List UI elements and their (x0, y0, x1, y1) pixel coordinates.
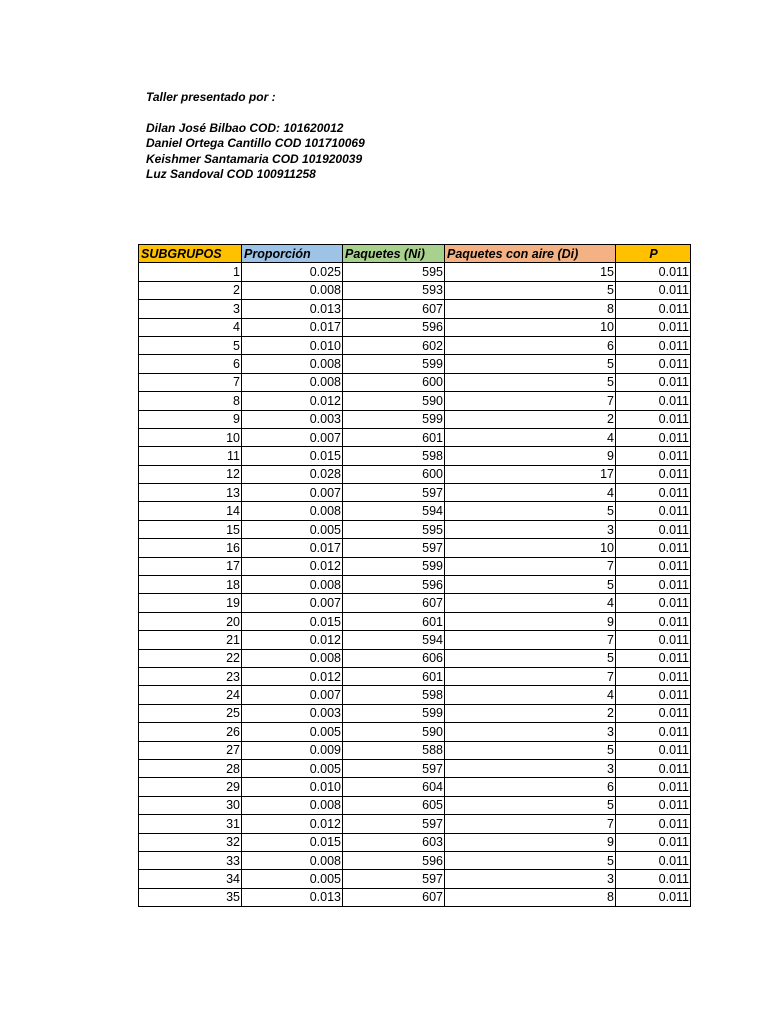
cell-paquetes-di: 7 (445, 631, 616, 649)
cell-p: 0.011 (616, 704, 691, 722)
cell-subgrupo: 18 (139, 576, 242, 594)
cell-subgrupo: 34 (139, 870, 242, 888)
cell-paquetes-di: 3 (445, 870, 616, 888)
cell-paquetes-di: 4 (445, 686, 616, 704)
cell-paquetes-di: 9 (445, 833, 616, 851)
cell-paquetes-di: 5 (445, 796, 616, 814)
cell-subgrupo: 29 (139, 778, 242, 796)
table-row (139, 465, 691, 483)
cell-p: 0.011 (616, 833, 691, 851)
cell-paquetes-ni: 603 (343, 833, 445, 851)
cell-paquetes-ni: 593 (343, 281, 445, 299)
cell-proporcion: 0.005 (242, 723, 343, 741)
cell-paquetes-ni: 600 (343, 465, 445, 483)
cell-paquetes-ni: 605 (343, 796, 445, 814)
cell-p: 0.011 (616, 318, 691, 336)
document-header (146, 90, 365, 183)
cell-proporcion: 0.005 (242, 870, 343, 888)
cell-p: 0.011 (616, 631, 691, 649)
cell-paquetes-di: 5 (445, 576, 616, 594)
cell-proporcion: 0.007 (242, 428, 343, 446)
table-row (139, 300, 691, 318)
cell-p: 0.011 (616, 502, 691, 520)
cell-paquetes-di: 5 (445, 851, 616, 869)
cell-proporcion: 0.015 (242, 833, 343, 851)
cell-proporcion: 0.010 (242, 336, 343, 354)
cell-p: 0.011 (616, 796, 691, 814)
cell-proporcion: 0.003 (242, 704, 343, 722)
table-row (139, 594, 691, 612)
column-header-subgrupos: SUBGRUPOS (139, 245, 242, 263)
cell-proporcion: 0.005 (242, 520, 343, 538)
cell-proporcion: 0.012 (242, 667, 343, 685)
cell-paquetes-di: 7 (445, 815, 616, 833)
table-row (139, 373, 691, 391)
cell-subgrupo: 26 (139, 723, 242, 741)
table-row (139, 520, 691, 538)
cell-subgrupo: 32 (139, 833, 242, 851)
cell-p: 0.011 (616, 723, 691, 741)
cell-subgrupo: 14 (139, 502, 242, 520)
cell-paquetes-di: 7 (445, 392, 616, 410)
cell-paquetes-di: 5 (445, 281, 616, 299)
data-table (138, 244, 691, 907)
cell-p: 0.011 (616, 484, 691, 502)
cell-subgrupo: 22 (139, 649, 242, 667)
cell-proporcion: 0.007 (242, 686, 343, 704)
cell-proporcion: 0.007 (242, 594, 343, 612)
cell-p: 0.011 (616, 557, 691, 575)
cell-paquetes-ni: 590 (343, 723, 445, 741)
cell-paquetes-di: 5 (445, 649, 616, 667)
cell-p: 0.011 (616, 778, 691, 796)
cell-paquetes-ni: 607 (343, 594, 445, 612)
cell-proporcion: 0.010 (242, 778, 343, 796)
cell-p: 0.011 (616, 373, 691, 391)
table-row (139, 778, 691, 796)
cell-proporcion: 0.012 (242, 631, 343, 649)
cell-subgrupo: 25 (139, 704, 242, 722)
cell-proporcion: 0.008 (242, 281, 343, 299)
cell-paquetes-ni: 601 (343, 667, 445, 685)
cell-paquetes-ni: 602 (343, 336, 445, 354)
table-row (139, 428, 691, 446)
cell-paquetes-ni: 599 (343, 704, 445, 722)
table-row (139, 612, 691, 630)
cell-paquetes-ni: 600 (343, 373, 445, 391)
column-header-p: P (616, 245, 691, 263)
column-header-proporcion: Proporción (242, 245, 343, 263)
table-row (139, 851, 691, 869)
table-header-row (139, 245, 691, 263)
cell-paquetes-ni: 601 (343, 428, 445, 446)
cell-proporcion: 0.008 (242, 851, 343, 869)
cell-paquetes-di: 8 (445, 888, 616, 906)
cell-p: 0.011 (616, 300, 691, 318)
cell-subgrupo: 9 (139, 410, 242, 428)
cell-paquetes-di: 3 (445, 520, 616, 538)
cell-subgrupo: 33 (139, 851, 242, 869)
cell-p: 0.011 (616, 851, 691, 869)
cell-paquetes-ni: 606 (343, 649, 445, 667)
table-row (139, 539, 691, 557)
table-row (139, 318, 691, 336)
cell-paquetes-di: 10 (445, 539, 616, 557)
cell-subgrupo: 31 (139, 815, 242, 833)
table-row (139, 815, 691, 833)
cell-paquetes-di: 4 (445, 428, 616, 446)
table-row (139, 355, 691, 373)
table-row (139, 281, 691, 299)
cell-paquetes-ni: 597 (343, 815, 445, 833)
cell-paquetes-di: 9 (445, 612, 616, 630)
table-row (139, 796, 691, 814)
cell-paquetes-di: 5 (445, 741, 616, 759)
cell-proporcion: 0.005 (242, 759, 343, 777)
cell-p: 0.011 (616, 686, 691, 704)
cell-p: 0.011 (616, 336, 691, 354)
cell-subgrupo: 27 (139, 741, 242, 759)
cell-p: 0.011 (616, 539, 691, 557)
cell-paquetes-ni: 607 (343, 888, 445, 906)
cell-proporcion: 0.008 (242, 796, 343, 814)
cell-paquetes-ni: 596 (343, 851, 445, 869)
cell-subgrupo: 23 (139, 667, 242, 685)
cell-p: 0.011 (616, 576, 691, 594)
author-line: Dilan José Bilbao COD: 101620012 (146, 120, 344, 135)
cell-subgrupo: 11 (139, 447, 242, 465)
cell-proporcion: 0.008 (242, 502, 343, 520)
cell-p: 0.011 (616, 815, 691, 833)
cell-p: 0.011 (616, 465, 691, 483)
cell-proporcion: 0.012 (242, 815, 343, 833)
cell-subgrupo: 5 (139, 336, 242, 354)
cell-paquetes-ni: 597 (343, 484, 445, 502)
cell-paquetes-di: 9 (445, 447, 616, 465)
cell-paquetes-ni: 594 (343, 631, 445, 649)
cell-p: 0.011 (616, 612, 691, 630)
cell-paquetes-di: 2 (445, 704, 616, 722)
cell-paquetes-ni: 596 (343, 576, 445, 594)
cell-proporcion: 0.017 (242, 539, 343, 557)
cell-subgrupo: 1 (139, 263, 242, 281)
cell-proporcion: 0.015 (242, 447, 343, 465)
cell-subgrupo: 20 (139, 612, 242, 630)
cell-proporcion: 0.012 (242, 392, 343, 410)
cell-proporcion: 0.025 (242, 263, 343, 281)
cell-paquetes-di: 7 (445, 667, 616, 685)
cell-p: 0.011 (616, 428, 691, 446)
cell-subgrupo: 35 (139, 888, 242, 906)
cell-subgrupo: 8 (139, 392, 242, 410)
cell-proporcion: 0.015 (242, 612, 343, 630)
cell-proporcion: 0.008 (242, 373, 343, 391)
table-row (139, 263, 691, 281)
cell-proporcion: 0.008 (242, 649, 343, 667)
table-row (139, 557, 691, 575)
cell-paquetes-di: 2 (445, 410, 616, 428)
cell-paquetes-ni: 599 (343, 557, 445, 575)
cell-paquetes-di: 5 (445, 355, 616, 373)
cell-proporcion: 0.009 (242, 741, 343, 759)
cell-p: 0.011 (616, 392, 691, 410)
table-row (139, 759, 691, 777)
table-row (139, 741, 691, 759)
author-line: Luz Sandoval COD 100911258 (146, 167, 316, 181)
cell-p: 0.011 (616, 281, 691, 299)
author-line: Keishmer Santamaria COD 101920039 (146, 151, 363, 166)
author-line: Daniel Ortega Cantillo COD 101710069 (146, 136, 365, 150)
cell-paquetes-ni: 595 (343, 263, 445, 281)
cell-paquetes-di: 3 (445, 723, 616, 741)
cell-proporcion: 0.012 (242, 557, 343, 575)
cell-paquetes-ni: 596 (343, 318, 445, 336)
table-row (139, 631, 691, 649)
cell-proporcion: 0.013 (242, 300, 343, 318)
cell-subgrupo: 24 (139, 686, 242, 704)
cell-subgrupo: 7 (139, 373, 242, 391)
header-title: Taller presentado por : (146, 90, 276, 104)
cell-paquetes-ni: 588 (343, 741, 445, 759)
cell-p: 0.011 (616, 520, 691, 538)
cell-paquetes-di: 3 (445, 759, 616, 777)
cell-proporcion: 0.008 (242, 576, 343, 594)
cell-subgrupo: 4 (139, 318, 242, 336)
cell-subgrupo: 15 (139, 520, 242, 538)
table-row (139, 833, 691, 851)
cell-paquetes-di: 10 (445, 318, 616, 336)
cell-p: 0.011 (616, 447, 691, 465)
cell-p: 0.011 (616, 355, 691, 373)
cell-subgrupo: 30 (139, 796, 242, 814)
cell-paquetes-ni: 598 (343, 447, 445, 465)
cell-paquetes-di: 6 (445, 778, 616, 796)
cell-proporcion: 0.028 (242, 465, 343, 483)
table-row (139, 723, 691, 741)
column-header-paquetes-ni: Paquetes (Ni) (343, 245, 445, 263)
cell-proporcion: 0.017 (242, 318, 343, 336)
table-row (139, 686, 691, 704)
cell-paquetes-ni: 597 (343, 759, 445, 777)
cell-p: 0.011 (616, 741, 691, 759)
table-row (139, 502, 691, 520)
cell-subgrupo: 2 (139, 281, 242, 299)
table-row (139, 392, 691, 410)
cell-proporcion: 0.003 (242, 410, 343, 428)
table-row (139, 576, 691, 594)
cell-subgrupo: 19 (139, 594, 242, 612)
cell-subgrupo: 17 (139, 557, 242, 575)
cell-paquetes-ni: 601 (343, 612, 445, 630)
table-row (139, 410, 691, 428)
table-row (139, 888, 691, 906)
cell-paquetes-di: 7 (445, 557, 616, 575)
cell-subgrupo: 10 (139, 428, 242, 446)
cell-p: 0.011 (616, 263, 691, 281)
cell-p: 0.011 (616, 410, 691, 428)
table-row (139, 667, 691, 685)
cell-paquetes-ni: 598 (343, 686, 445, 704)
cell-p: 0.011 (616, 667, 691, 685)
table-row (139, 649, 691, 667)
cell-paquetes-ni: 597 (343, 870, 445, 888)
cell-p: 0.011 (616, 594, 691, 612)
cell-subgrupo: 28 (139, 759, 242, 777)
cell-paquetes-ni: 604 (343, 778, 445, 796)
column-header-paquetes-con-aire-di: Paquetes con aire (Di) (445, 245, 616, 263)
cell-proporcion: 0.008 (242, 355, 343, 373)
cell-paquetes-ni: 607 (343, 300, 445, 318)
cell-paquetes-ni: 590 (343, 392, 445, 410)
cell-subgrupo: 16 (139, 539, 242, 557)
table-row (139, 870, 691, 888)
table-row (139, 484, 691, 502)
cell-subgrupo: 12 (139, 465, 242, 483)
table-row (139, 704, 691, 722)
table-row (139, 336, 691, 354)
cell-p: 0.011 (616, 759, 691, 777)
cell-paquetes-ni: 599 (343, 410, 445, 428)
cell-paquetes-di: 17 (445, 465, 616, 483)
table-row (139, 447, 691, 465)
cell-paquetes-ni: 595 (343, 520, 445, 538)
cell-paquetes-di: 4 (445, 594, 616, 612)
cell-paquetes-di: 8 (445, 300, 616, 318)
cell-paquetes-ni: 599 (343, 355, 445, 373)
cell-paquetes-ni: 597 (343, 539, 445, 557)
cell-subgrupo: 21 (139, 631, 242, 649)
cell-subgrupo: 13 (139, 484, 242, 502)
cell-paquetes-di: 5 (445, 502, 616, 520)
cell-paquetes-ni: 594 (343, 502, 445, 520)
cell-proporcion: 0.007 (242, 484, 343, 502)
cell-p: 0.011 (616, 649, 691, 667)
table-body (139, 263, 691, 907)
cell-p: 0.011 (616, 888, 691, 906)
cell-paquetes-di: 6 (445, 336, 616, 354)
cell-paquetes-di: 5 (445, 373, 616, 391)
cell-proporcion: 0.013 (242, 888, 343, 906)
cell-p: 0.011 (616, 870, 691, 888)
cell-paquetes-di: 15 (445, 263, 616, 281)
cell-subgrupo: 6 (139, 355, 242, 373)
cell-subgrupo: 3 (139, 300, 242, 318)
cell-paquetes-di: 4 (445, 484, 616, 502)
